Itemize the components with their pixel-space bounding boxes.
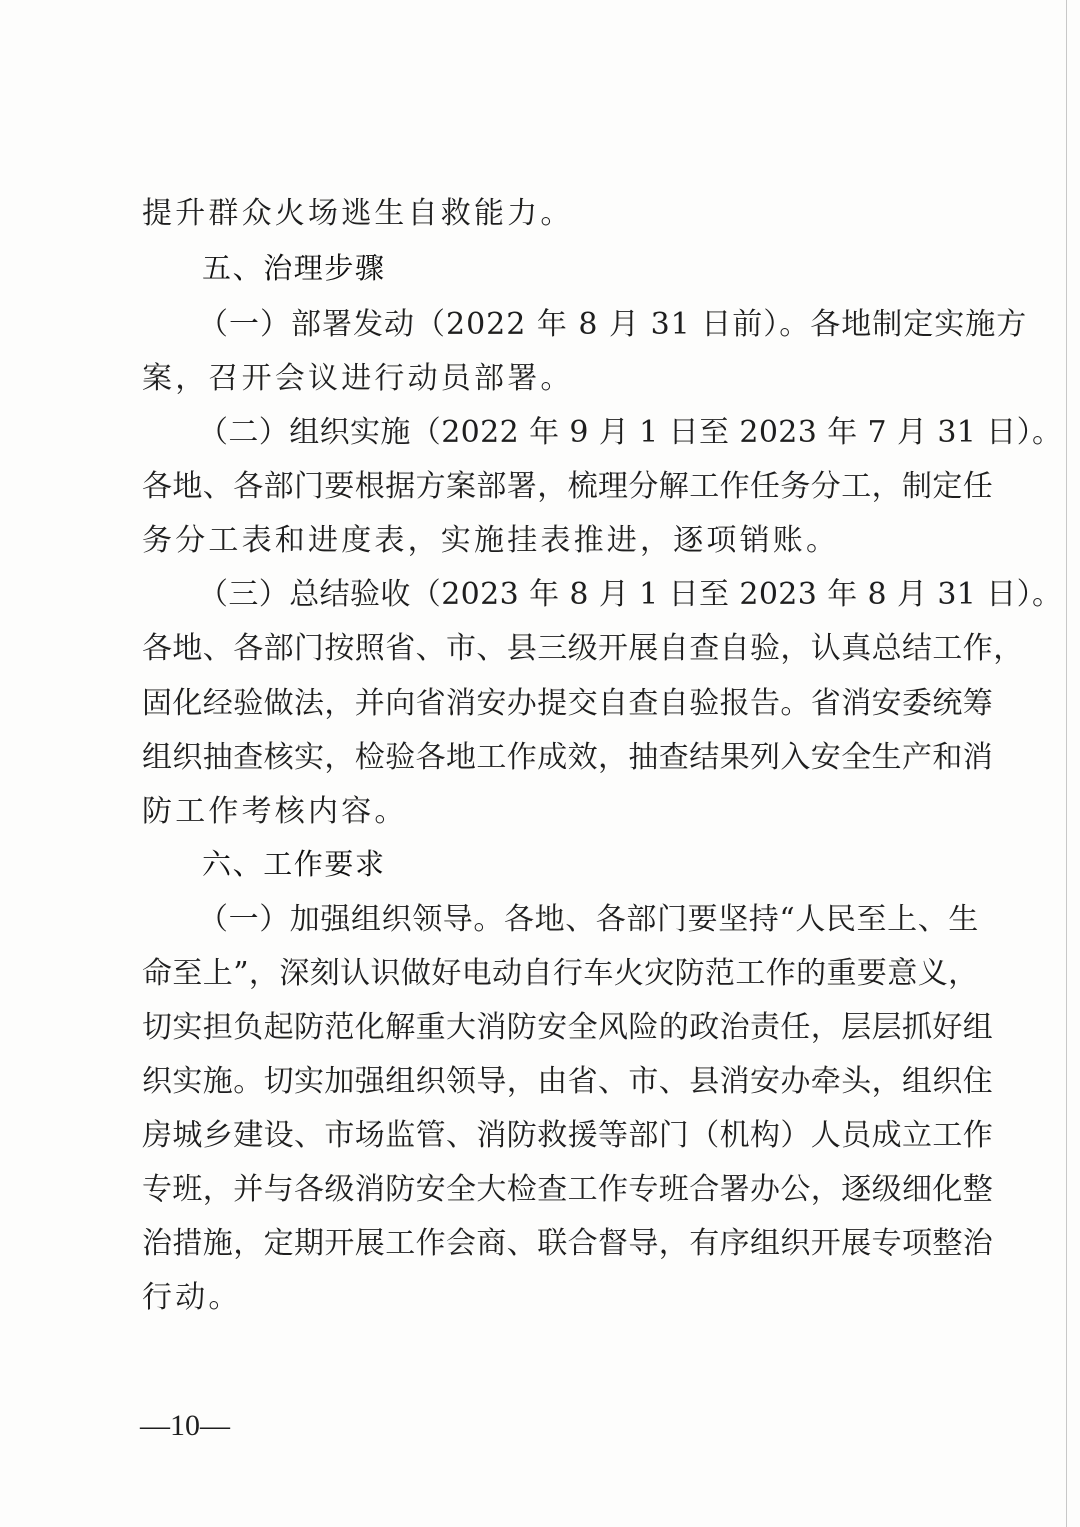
body-line: 各地、各部门按照省、市、县三级开展自查自验，认真总结工作， — [142, 631, 1024, 666]
body-line: 各地、各部门要根据方案部署，梳理分解工作任务分工，制定任 — [142, 469, 994, 504]
body-line: （三）总结验收（2023 年 8 月 1 日至 2023 年 8 月 31 日）。 — [198, 577, 1063, 612]
body-line: （一）加强组织领导。各地、各部门要坚持“人民至上、生 — [198, 902, 979, 937]
section-heading: 五、治理步骤 — [202, 251, 386, 285]
body-line: 案，召开会议进行动员部署。 — [142, 361, 574, 396]
body-line: 治措施，定期开展工作会商、联合督导，有序组织开展专项整治 — [142, 1226, 994, 1261]
body-line: （一）部署发动（2022 年 8 月 31 日前）。各地制定实施方 — [198, 307, 1028, 342]
body-line: 务分工表和进度表，实施挂表推进，逐项销账。 — [142, 523, 840, 558]
body-line: （二）组织实施（2022 年 9 月 1 日至 2023 年 7 月 31 日）。 — [198, 415, 1063, 450]
page-number: —10— — [140, 1409, 230, 1442]
body-line: 提升群众火场逃生自救能力。 — [142, 196, 574, 231]
body-line: 固化经验做法，并向省消安办提交自查自验报告。省消安委统筹 — [142, 686, 994, 721]
body-line: 行动。 — [142, 1280, 242, 1315]
section-heading: 六、工作要求 — [202, 847, 386, 881]
body-line: 命至上”，深刻认识做好电动自行车火灾防范工作的重要意义， — [142, 956, 979, 991]
body-line: 切实担负起防范化解重大消防安全风险的政治责任，层层抓好组 — [142, 1010, 994, 1045]
page-edge-divider — [1066, 0, 1067, 1527]
body-line: 织实施。切实加强组织领导，由省、市、县消安办牵头，组织住 — [142, 1064, 994, 1099]
body-line: 防工作考核内容。 — [142, 794, 408, 829]
body-line: 专班，并与各级消防安全大检查工作专班合署办公，逐级细化整 — [142, 1172, 994, 1207]
body-line: 组织抽查核实，检验各地工作成效，抽查结果列入安全生产和消 — [142, 740, 994, 775]
body-line: 房城乡建设、市场监管、消防救援等部门（机构）人员成立工作 — [142, 1118, 994, 1153]
